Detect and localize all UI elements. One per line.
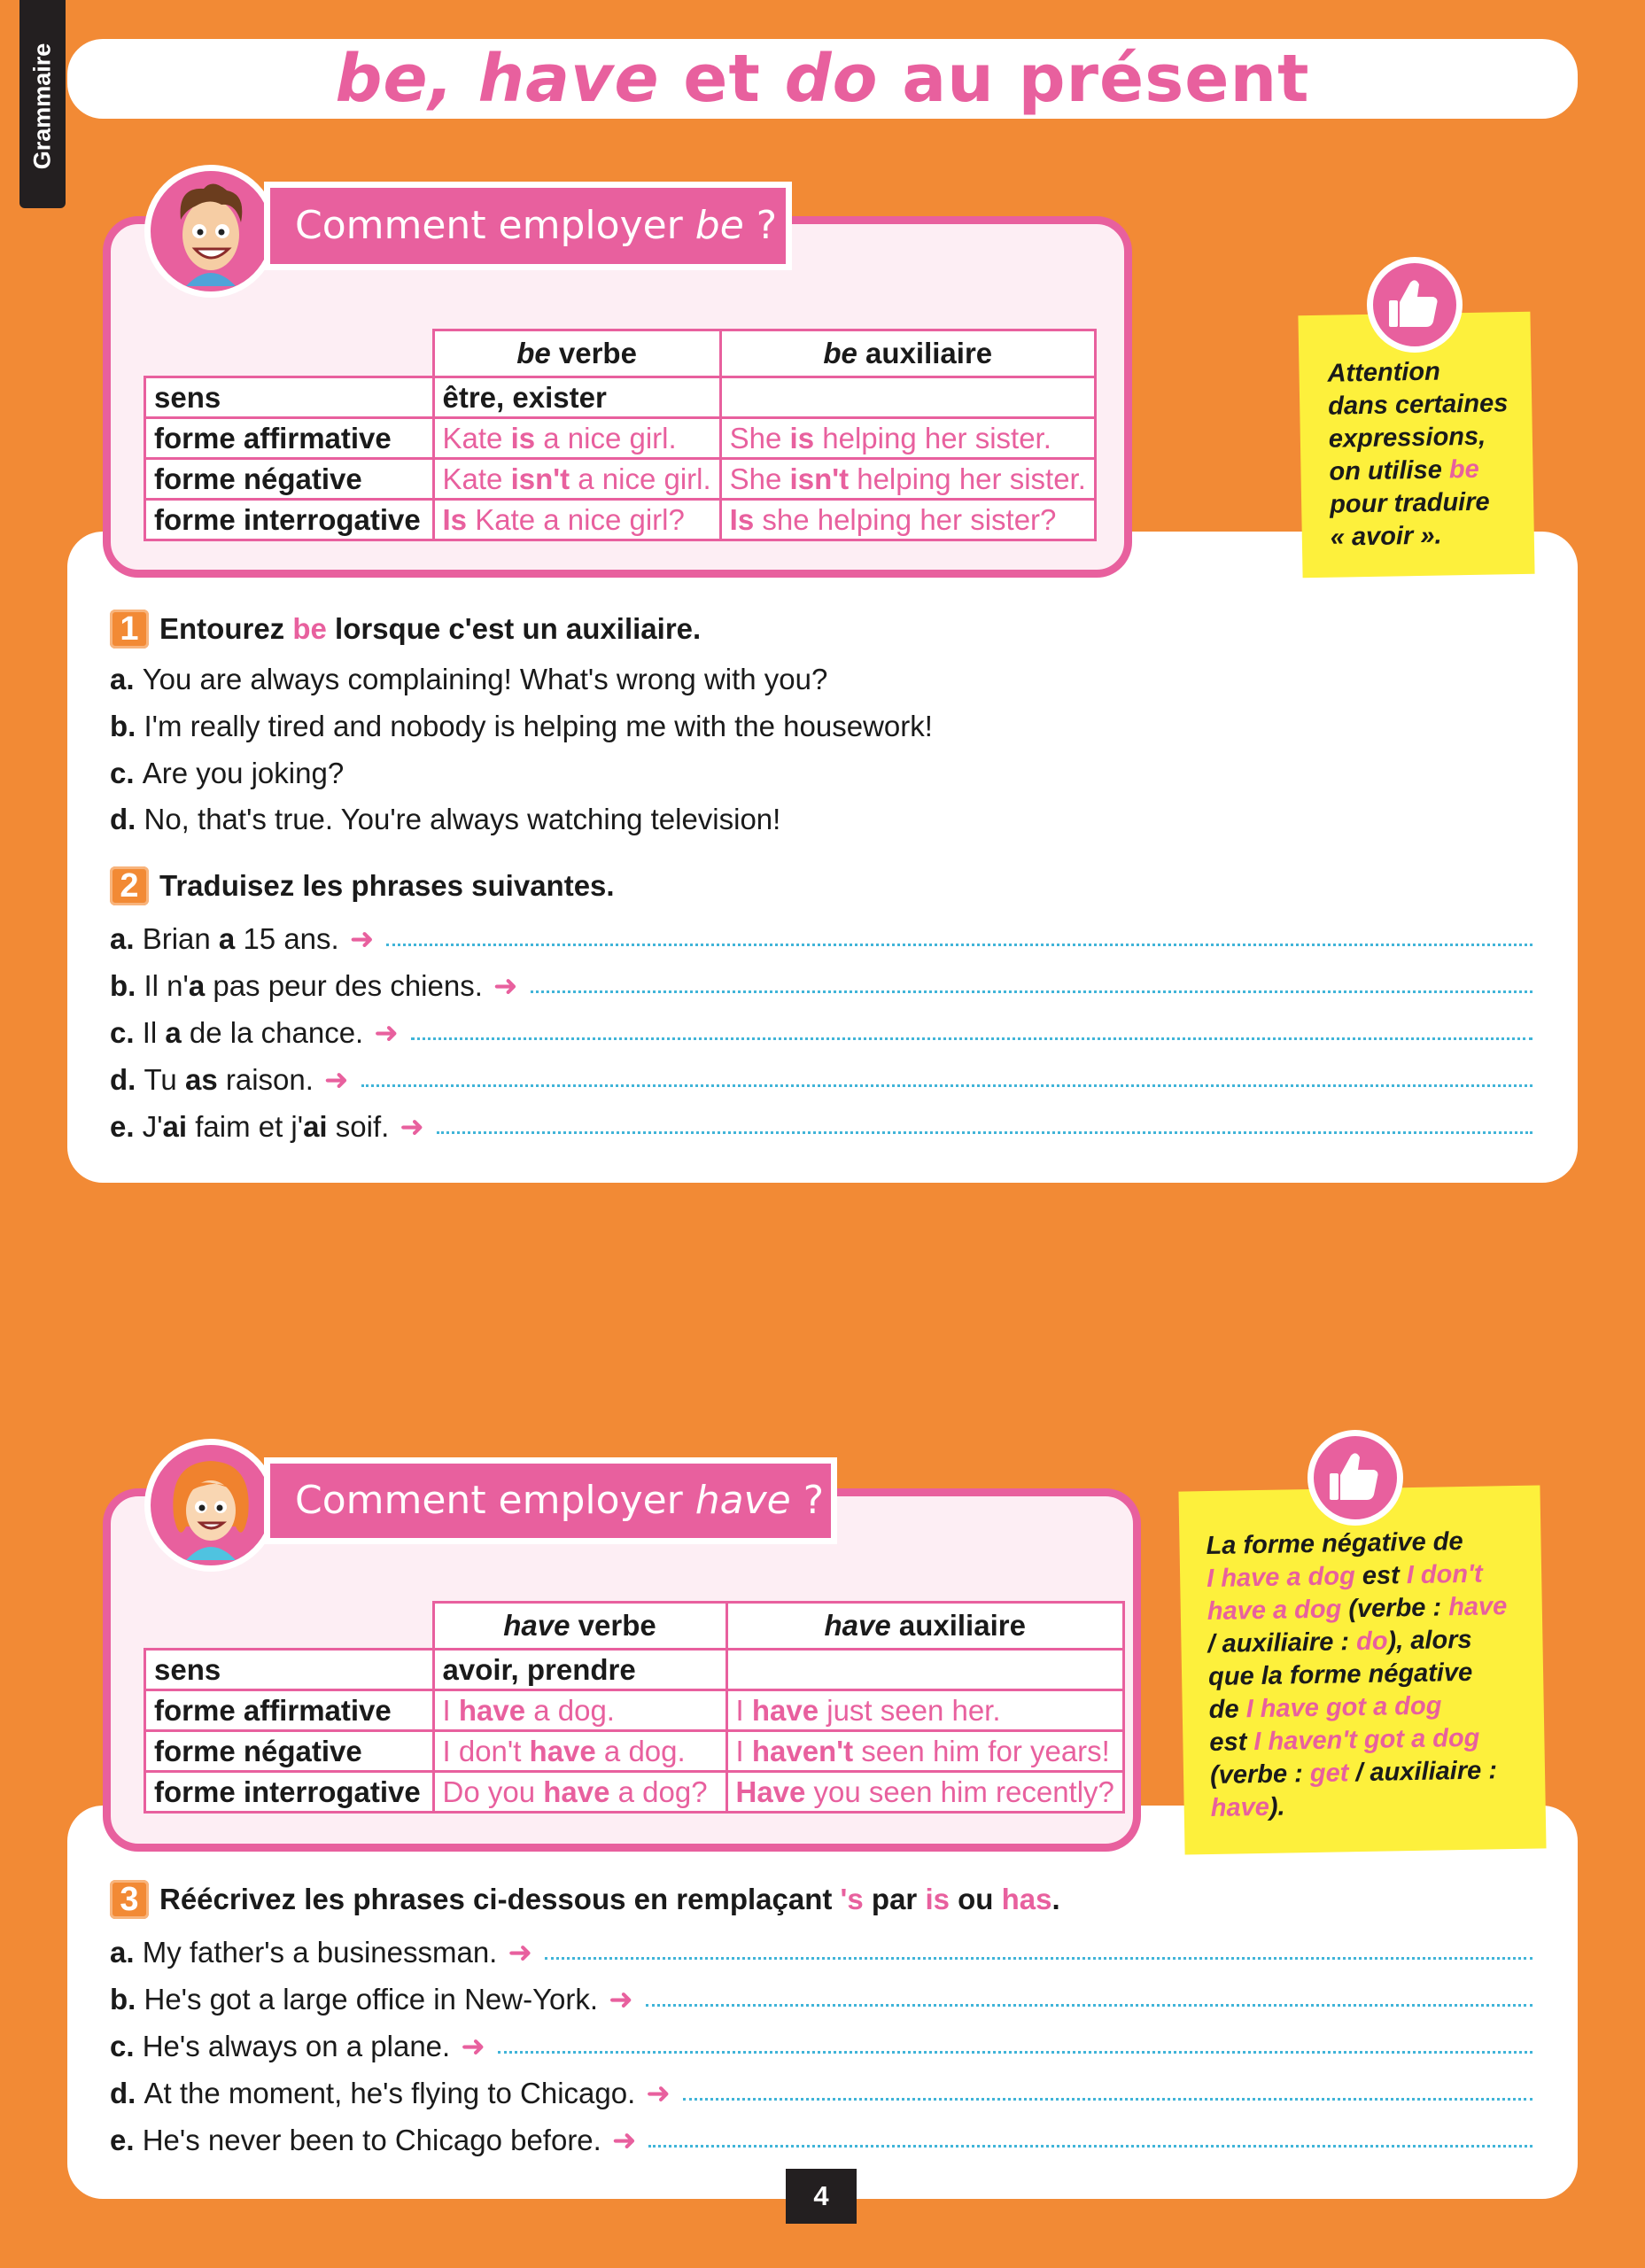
answer-field: [545, 1957, 1532, 1960]
have-verb-col-header: have verbe: [433, 1603, 726, 1650]
arrow-icon: ➜: [611, 2124, 637, 2156]
arrow-icon: ➜: [349, 922, 375, 955]
exercise-number-badge: 3: [110, 1880, 149, 1919]
boy-avatar: [144, 165, 277, 298]
answer-field: [361, 1084, 1532, 1087]
translation-line[interactable]: b. Il n' a pas peur des chiens. ➜: [110, 968, 1532, 1003]
answer-field: [646, 2004, 1532, 2007]
have-aux-col-header: have auxiliaire: [726, 1603, 1123, 1650]
have-usage-table: [144, 1601, 1125, 1814]
answer-field: [411, 1037, 1532, 1040]
answer-field: [498, 2051, 1532, 2054]
be-usage-table: [144, 329, 1097, 541]
table-row: sens avoir, prendre: [145, 1650, 1124, 1690]
arrow-icon: ➜: [400, 1110, 424, 1143]
arrow-icon: ➜: [493, 969, 518, 1002]
thumbs-up-icon: [1307, 1430, 1403, 1526]
translation-line[interactable]: a. Brian a 15 ans. ➜: [110, 921, 1532, 956]
table-row: forme interrogative Is Kate a nice girl? Is she helping her sister?: [145, 500, 1096, 540]
table-row: forme négative I don't have a dog. I haven't seen him for years!: [145, 1731, 1124, 1772]
table-row: forme affirmative Kate is a nice girl. She is helping her sister.: [145, 418, 1096, 459]
arrow-icon: ➜: [609, 1983, 633, 2016]
exercise-number-badge: 1: [110, 610, 149, 649]
rewrite-line[interactable]: a. My father's a businessman. ➜: [110, 1935, 1532, 1969]
list-item[interactable]: c. Are you joking?: [110, 757, 345, 789]
arrow-icon: ➜: [508, 1936, 532, 1969]
rewrite-line[interactable]: d. At the moment, he's flying to Chicago. ➜: [110, 2076, 1532, 2110]
have-section-header: Comment employer have ?: [270, 1464, 831, 1538]
section-tab-label: Grammaire: [28, 43, 56, 170]
be-verb-col-header: be verbe: [433, 330, 720, 377]
arrow-icon: ➜: [646, 2077, 671, 2109]
be-section-header: Comment employer be ?: [270, 188, 786, 264]
page-title: be, have et do au présent: [335, 41, 1310, 117]
table-row: forme affirmative I have a dog. I have just seen her.: [145, 1690, 1124, 1731]
answer-field: [437, 1131, 1532, 1134]
exercise-3-title: 3 Réécrivez les phrases ci-dessous en remplaçant 's par is ou has .: [110, 1880, 1060, 1919]
page-title-bar: [67, 39, 1578, 119]
have-negative-note: La forme négative de I have a dog est I don't have a dog (verbe : have / auxiliaire : do), alors que la forme négative de I have got a dog est I haven't got a dog (verbe : get / auxiliaire : have).: [1178, 1485, 1546, 1854]
rewrite-line[interactable]: c. He's always on a plane. ➜: [110, 2029, 1532, 2063]
answer-field: [531, 990, 1532, 993]
rewrite-line[interactable]: e. He's never been to Chicago before. ➜: [110, 2123, 1532, 2157]
section-tab: [19, 0, 66, 208]
exercise-2-title: 2 Traduisez les phrases suivantes.: [110, 866, 615, 905]
table-row: sens être, exister: [145, 377, 1096, 418]
exercise-1-title: 1 Entourez be lorsque c'est un auxiliaire.: [110, 610, 701, 649]
arrow-icon: ➜: [323, 1063, 349, 1096]
page-number: 4: [786, 2169, 857, 2224]
rewrite-line[interactable]: b. He's got a large office in New-York. ➜: [110, 1982, 1532, 2016]
be-aux-col-header: be auxiliaire: [720, 330, 1095, 377]
answer-field: [648, 2145, 1532, 2148]
table-row: forme négative Kate isn't a nice girl. She isn't helping her sister.: [145, 459, 1096, 500]
list-item[interactable]: b. I'm really tired and nobody is helping me with the housework!: [110, 710, 933, 742]
translation-line[interactable]: e. J' ai faim et j' ai soif. ➜: [110, 1109, 1532, 1144]
answer-field: [683, 2098, 1532, 2101]
exercise-number-badge: 2: [110, 866, 149, 905]
girl-avatar: [144, 1439, 277, 1572]
arrow-icon: ➜: [374, 1016, 399, 1049]
list-item[interactable]: a. You are always complaining! What's wrong with you?: [110, 663, 828, 695]
table-row: forme interrogative Do you have a dog? Have you seen him recently?: [145, 1772, 1124, 1813]
list-item[interactable]: d. No, that's true. You're always watching television!: [110, 803, 781, 835]
translation-line[interactable]: c. Il a de la chance. ➜: [110, 1015, 1532, 1050]
answer-field: [386, 944, 1532, 946]
arrow-icon: ➜: [461, 2030, 485, 2062]
be-attention-note: Attention dans certaines expressions, on utilise be pour traduire « avoir ».: [1298, 312, 1534, 579]
thumbs-up-icon: [1367, 257, 1463, 353]
translation-line[interactable]: d. Tu as raison. ➜: [110, 1062, 1532, 1097]
